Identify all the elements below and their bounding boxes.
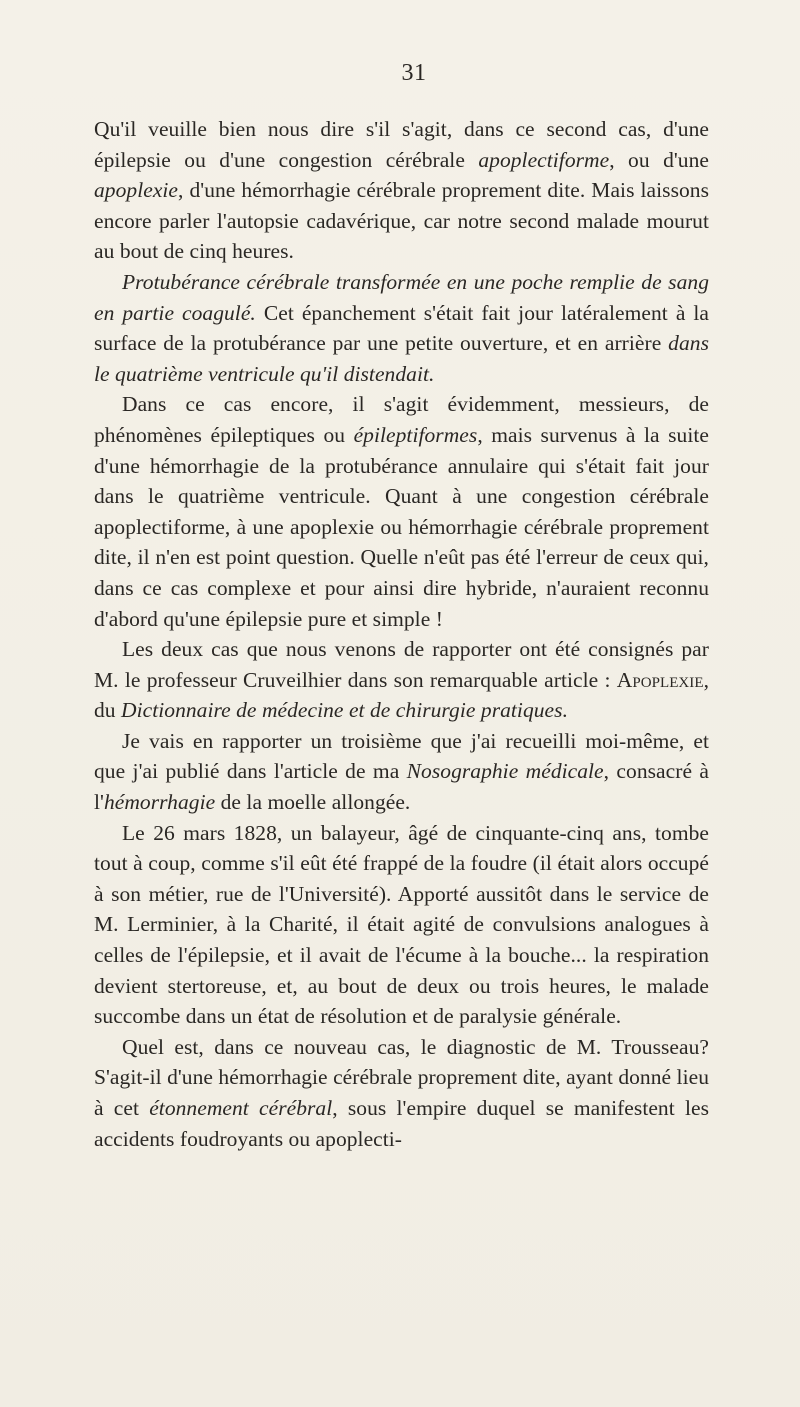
text-run: Cet épanchement s'était fait jour latéralement à la surface de la protubérance par une petite ouverture, et en arrière — [94, 300, 710, 356]
italic-run: dans le quatrième ventricule qu'il distendait. — [94, 331, 709, 386]
italic-run: Dictionnaire de médecine et de chirurgie pratiques. — [121, 698, 568, 723]
paragraph — [94, 818, 709, 1032]
text-run: , consacré à l' — [94, 759, 709, 815]
paragraph — [94, 726, 709, 818]
text-run: , d'une hémorrhagie cérébrale proprement dite. Mais laissons encore parler l'autopsie cadavérique, car notre second malade mourut au bout de cinq heures. — [94, 178, 709, 264]
italic-run: Protubérance cérébrale transformée en une poche remplie de sang en partie coagulé. — [94, 269, 709, 325]
text-run: Je vais en rapporter un troisième que j'ai recueilli moi-même, et que j'ai publié dans l'article de ma — [94, 728, 709, 784]
smallcaps-run: Apoplexie — [616, 667, 704, 692]
text-run: , mais survenus à la suite d'une hémorrhagie de la protubérance annulaire qui s'était fait jour dans le quatrième ventricule. Quant à une congestion cérébrale apoplectiforme, à une apoplexie ou hémorrhagie cérébrale proprement dite, il n'en est point question. Quelle n'eût pas été l'erreur de ceux qui, dans ce cas complexe et pour ainsi dire hybride, n'auraient reconnu d'abord qu'une épilepsie pure et simple ! — [94, 422, 709, 631]
paragraph — [94, 114, 709, 267]
italic-run: hémorrhagie — [103, 790, 216, 815]
paragraph — [94, 1032, 709, 1154]
text-run: Les deux cas que nous venons de rapporter ont été consignés par M. le professeur Cruveilhier dans son remarquable article : — [94, 637, 709, 692]
text-run: Quel est, dans ce nouveau cas, le diagnostic de M. Trousseau? S'agit-il d'une hémorrhagie cérébrale proprement dite, ayant donné lieu à cet — [94, 1034, 709, 1120]
paragraph — [94, 634, 709, 726]
italic-run: apoplexie — [94, 178, 179, 203]
text-run: , du — [94, 667, 709, 723]
paragraph — [94, 267, 709, 389]
text-run: , ou d'une — [609, 147, 709, 172]
italic-run: étonnement cérébral — [149, 1096, 333, 1120]
italic-run: apoplectiforme — [478, 147, 610, 172]
text-run: de la moelle allongée. — [215, 790, 411, 815]
italic-run: épileptiformes — [353, 422, 478, 447]
paragraph — [94, 389, 709, 634]
body-text — [94, 114, 709, 1154]
text-run: Dans ce cas encore, il s'agit évidemment, messieurs, de phénomènes épileptiques ou — [94, 392, 709, 447]
text-run: Le 26 mars 1828, un balayeur, âgé de cinquante-cinq ans, tombe tout à coup, comme s'il eût été frappé de la foudre (il était alors occupé à son métier, rue de l'Université). Apporté aussitôt dans le service de M. Lerminier, à la Charité, il était agité de convulsions analogues à celles de l'épilepsie, et il avait de l'écume à la bouche... la respiration devient stertoreuse, et, au bout de deux ou trois heures, le malade succombe dans un état de résolution et de paralysie générale. — [94, 820, 709, 1029]
page-number: 31 — [401, 60, 427, 86]
italic-run: Nosographie médicale — [406, 759, 604, 784]
text-run: Qu'il veuille bien nous dire s'il s'agit, dans ce second cas, d'une épilepsie ou d'une congestion cérébrale — [94, 117, 709, 172]
text-run: , sous l'empire duquel se manifestent les accidents foudroyants ou apoplecti- — [94, 1096, 709, 1151]
